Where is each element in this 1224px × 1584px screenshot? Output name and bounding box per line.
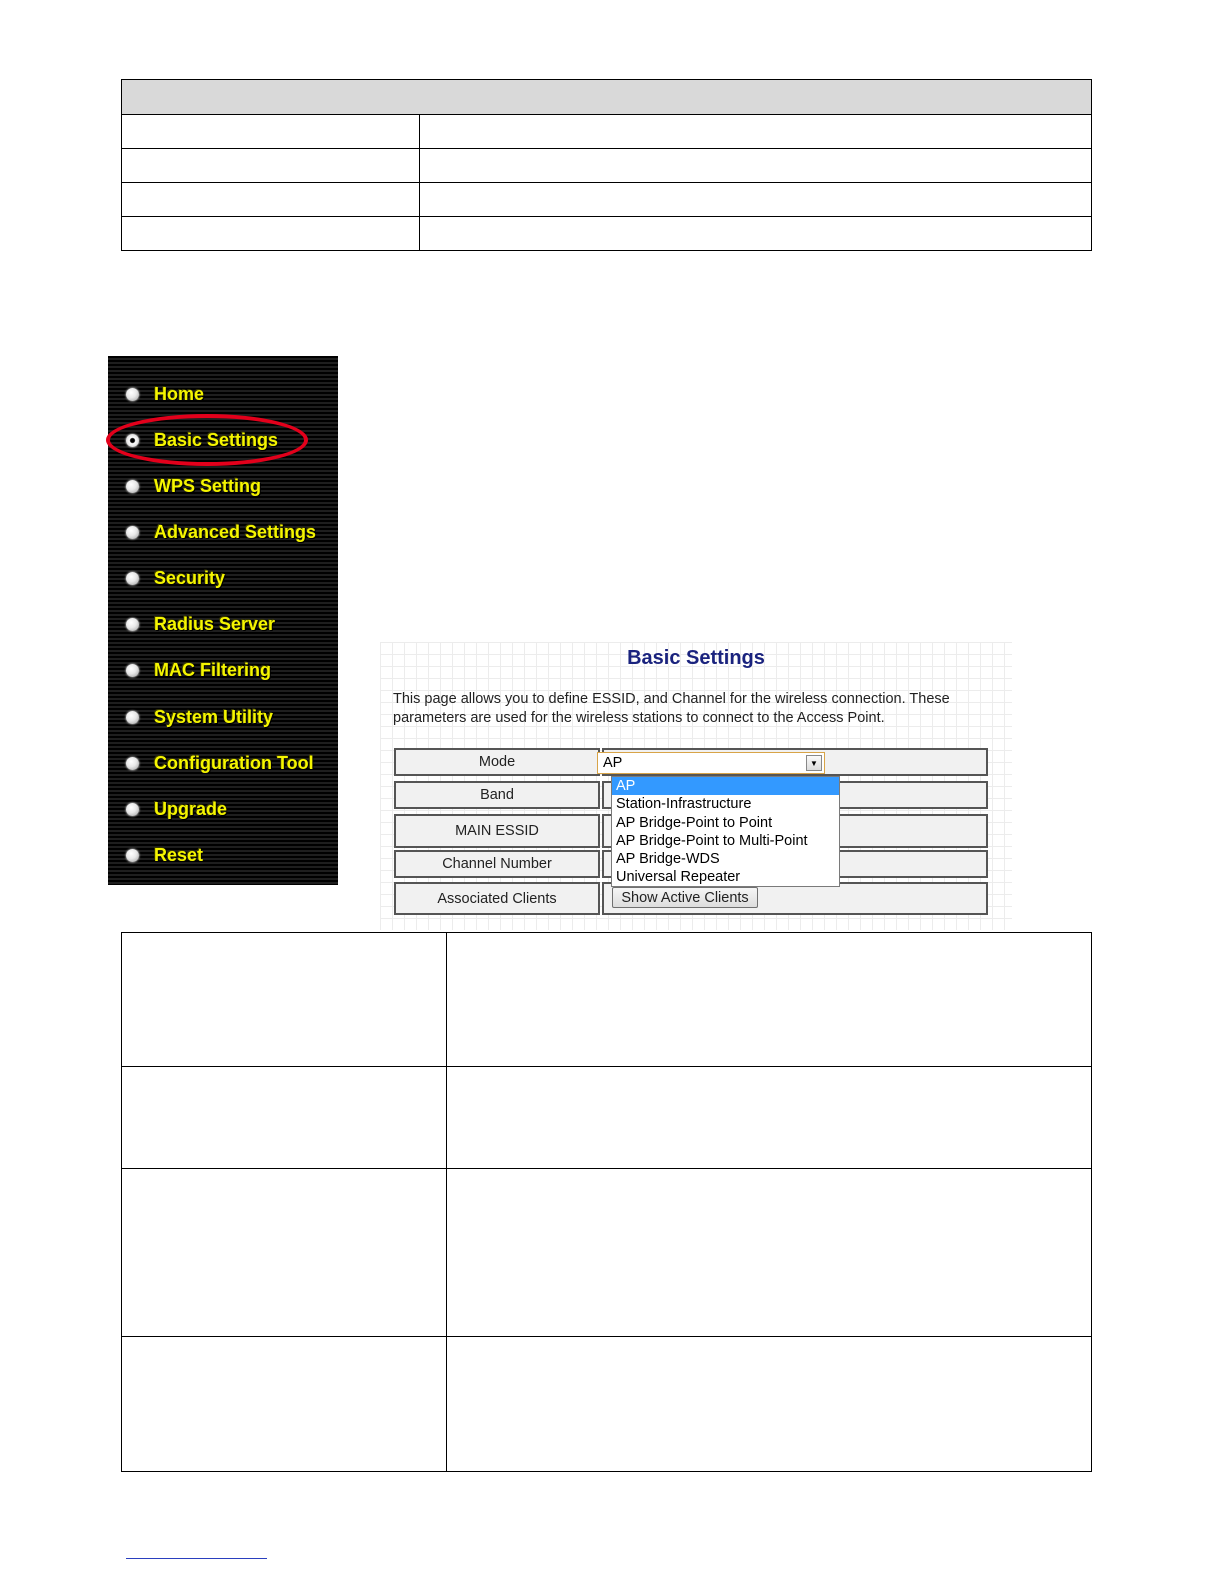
table-cell bbox=[122, 183, 420, 217]
table-cell bbox=[122, 1067, 447, 1169]
sidebar-item-reset[interactable] bbox=[126, 840, 203, 870]
basic-settings-panel bbox=[380, 642, 1012, 930]
radio-icon bbox=[126, 618, 139, 631]
radio-icon bbox=[126, 849, 139, 862]
table-row bbox=[122, 1337, 1092, 1472]
main-essid-label: MAIN ESSID bbox=[394, 814, 600, 848]
table-cell bbox=[122, 933, 447, 1067]
sidebar-item-security[interactable] bbox=[126, 563, 225, 593]
sidebar-item-system-utility[interactable] bbox=[126, 702, 273, 732]
mode-option-ap[interactable]: AP bbox=[612, 777, 839, 795]
radio-icon bbox=[126, 526, 139, 539]
table-cell bbox=[122, 217, 420, 251]
table-cell bbox=[420, 115, 1092, 149]
sidebar-item-label: Upgrade bbox=[154, 798, 228, 819]
sidebar-item-label: Radius Server bbox=[154, 613, 276, 634]
sidebar-item-advanced-settings[interactable] bbox=[126, 517, 316, 547]
radio-icon bbox=[126, 711, 139, 724]
sidebar-item-label: MAC Filtering bbox=[154, 659, 271, 680]
sidebar-item-label: Basic Settings bbox=[154, 429, 279, 450]
channel-number-label: Channel Number bbox=[394, 850, 600, 878]
radio-icon bbox=[126, 572, 139, 585]
sidebar-item-mac-filtering[interactable] bbox=[126, 655, 271, 685]
mode-option-universal-repeater[interactable]: Universal Repeater bbox=[616, 869, 741, 886]
sidebar-item-upgrade[interactable] bbox=[126, 794, 227, 824]
mode-option-ap-bridge-wds[interactable]: AP Bridge-WDS bbox=[616, 851, 720, 868]
table-row bbox=[122, 1067, 1092, 1169]
table-cell bbox=[420, 149, 1092, 183]
sidebar-item-wps-setting[interactable] bbox=[126, 471, 261, 501]
top-table bbox=[121, 79, 1092, 251]
footer-divider bbox=[126, 1558, 267, 1559]
table-cell bbox=[420, 217, 1092, 251]
table-header-row bbox=[122, 80, 1092, 115]
sidebar-item-label: System Utility bbox=[154, 706, 274, 727]
mode-label: Mode bbox=[394, 748, 600, 776]
sidebar-item-label: WPS Setting bbox=[154, 475, 261, 496]
table-row bbox=[122, 115, 1092, 149]
table-cell bbox=[447, 933, 1092, 1067]
table-cell bbox=[447, 1169, 1092, 1337]
table-cell bbox=[420, 183, 1092, 217]
table-row bbox=[122, 1169, 1092, 1337]
sidebar-item-label: Configuration Tool bbox=[154, 752, 314, 773]
table-row bbox=[122, 183, 1092, 217]
table-row bbox=[122, 149, 1092, 183]
sidebar-item-radius-server[interactable] bbox=[126, 609, 275, 639]
table-cell bbox=[122, 1169, 447, 1337]
highlight-circle-annotation bbox=[106, 414, 308, 466]
associated-clients-label: Associated Clients bbox=[394, 882, 600, 915]
sidebar-item-label: Advanced Settings bbox=[154, 521, 317, 542]
page-description bbox=[393, 690, 993, 728]
mode-option-ap-bridge-point-to-multi-point[interactable]: AP Bridge-Point to Multi-Point bbox=[616, 832, 808, 849]
sidebar-item-label: Security bbox=[154, 567, 226, 588]
table-row bbox=[122, 217, 1092, 251]
mode-dropdown-list bbox=[611, 776, 840, 887]
sidebar-item-label: Home bbox=[154, 383, 205, 404]
radio-icon bbox=[126, 480, 139, 493]
table-header-cell bbox=[122, 80, 1092, 115]
chevron-down-icon[interactable]: ▼ bbox=[806, 755, 822, 771]
band-label: Band bbox=[394, 781, 600, 809]
radio-icon bbox=[126, 757, 139, 770]
table-cell bbox=[447, 1067, 1092, 1169]
radio-icon bbox=[126, 664, 139, 677]
table-row bbox=[122, 933, 1092, 1067]
description-line: This page allows you to define ESSID, and Channel for the wireless connection. These bbox=[393, 691, 950, 707]
table-cell bbox=[122, 115, 420, 149]
sidebar-item-home[interactable] bbox=[126, 379, 204, 409]
sidebar-item-configuration-tool[interactable] bbox=[126, 748, 314, 778]
page-title: Basic Settings bbox=[627, 647, 765, 669]
description-line: parameters are used for the wireless stations to connect to the Access Point. bbox=[393, 710, 885, 726]
show-active-clients-button[interactable]: Show Active Clients bbox=[612, 887, 758, 908]
mode-select[interactable] bbox=[597, 752, 825, 774]
mode-option-station-infrastructure[interactable]: Station-Infrastructure bbox=[616, 796, 752, 813]
table-cell bbox=[447, 1337, 1092, 1472]
radio-icon bbox=[126, 803, 139, 816]
bottom-table bbox=[121, 932, 1092, 1472]
table-cell bbox=[122, 149, 420, 183]
sidebar-item-label: Reset bbox=[154, 844, 204, 865]
radio-icon bbox=[126, 388, 139, 401]
mode-select-value: AP bbox=[603, 755, 623, 771]
table-cell bbox=[122, 1337, 447, 1472]
mode-option-ap-bridge-point-to-point[interactable]: AP Bridge-Point to Point bbox=[616, 814, 773, 831]
